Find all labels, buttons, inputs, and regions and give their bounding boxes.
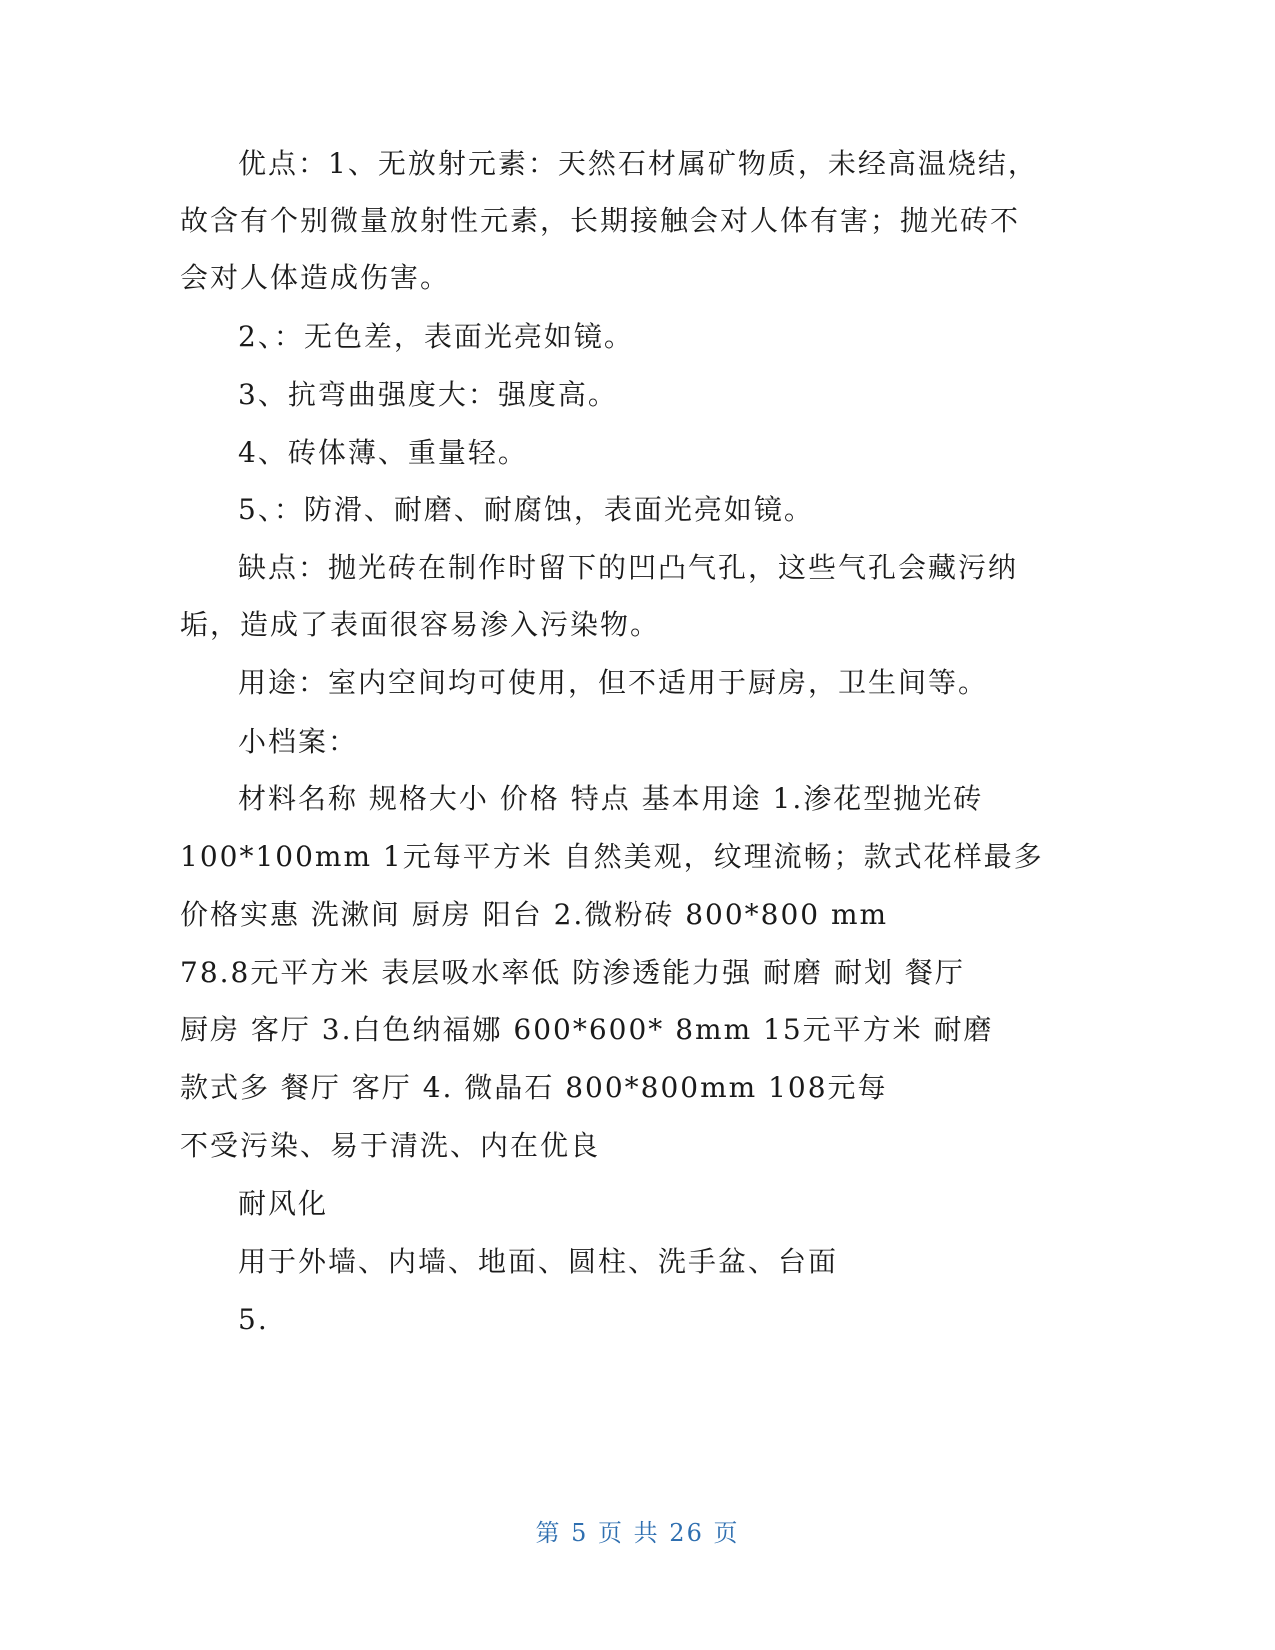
paragraph-usage: 用途：室内空间均可使用，但不适用于厨房，卫生间等。 <box>238 666 989 699</box>
section-heading-profile: 小档案： <box>238 725 359 758</box>
profile-text-line-4: 78.8元平方米 表层吸水率低 防渗透能力强 耐磨 耐划 餐厅 <box>180 956 965 989</box>
profile-text-line-9: 用于外墙、内墙、地面、圆柱、洗手盆、台面 <box>238 1245 839 1278</box>
advantage-item-2: 2、：无色差，表面光亮如镜。 <box>238 320 634 353</box>
profile-text-line-1: 材料名称 规格大小 价格 特点 基本用途 1.渗花型抛光砖 <box>238 782 984 815</box>
profile-text-line-2: 100*100mm 1元每平方米 自然美观，纹理流畅；款式花样最多 <box>180 840 1044 873</box>
profile-text-line-10: 5. <box>238 1303 269 1336</box>
paragraph-advantages-line-1: 优点：1、无放射元素：天然石材属矿物质，未经高温烧结， <box>238 147 1038 180</box>
advantage-item-3: 3、抗弯曲强度大：强度高。 <box>238 378 618 411</box>
profile-text-line-5: 厨房 客厅 3.白色纳福娜 600*600* 8mm 15元平方米 耐磨 <box>180 1013 994 1046</box>
paragraph-advantages-line-2: 故含有个别微量放射性元素，长期接触会对人体有害；抛光砖不 <box>180 204 1021 237</box>
profile-text-line-6: 款式多 餐厅 客厅 4. 微晶石 800*800mm 108元每 <box>180 1071 888 1104</box>
paragraph-disadvantages-line-1: 缺点：抛光砖在制作时留下的凹凸气孔，这些气孔会藏污纳 <box>238 551 1019 584</box>
profile-text-line-8: 耐风化 <box>238 1187 329 1220</box>
paragraph-advantages-line-3: 会对人体造成伤害。 <box>180 261 451 294</box>
advantage-item-4: 4、砖体薄、重量轻。 <box>238 436 528 469</box>
profile-text-line-3: 价格实惠 洗漱间 厨房 阳台 2.微粉砖 800*800 mm <box>180 898 889 931</box>
page-number-footer: 第 5 页 共 26 页 <box>535 1519 740 1547</box>
paragraph-disadvantages-line-2: 垢，造成了表面很容易渗入污染物。 <box>180 608 661 641</box>
profile-text-line-7: 不受污染、易于清洗、内在优良 <box>180 1129 601 1162</box>
advantage-item-5: 5、：防滑、耐磨、耐腐蚀，表面光亮如镜。 <box>238 493 814 526</box>
